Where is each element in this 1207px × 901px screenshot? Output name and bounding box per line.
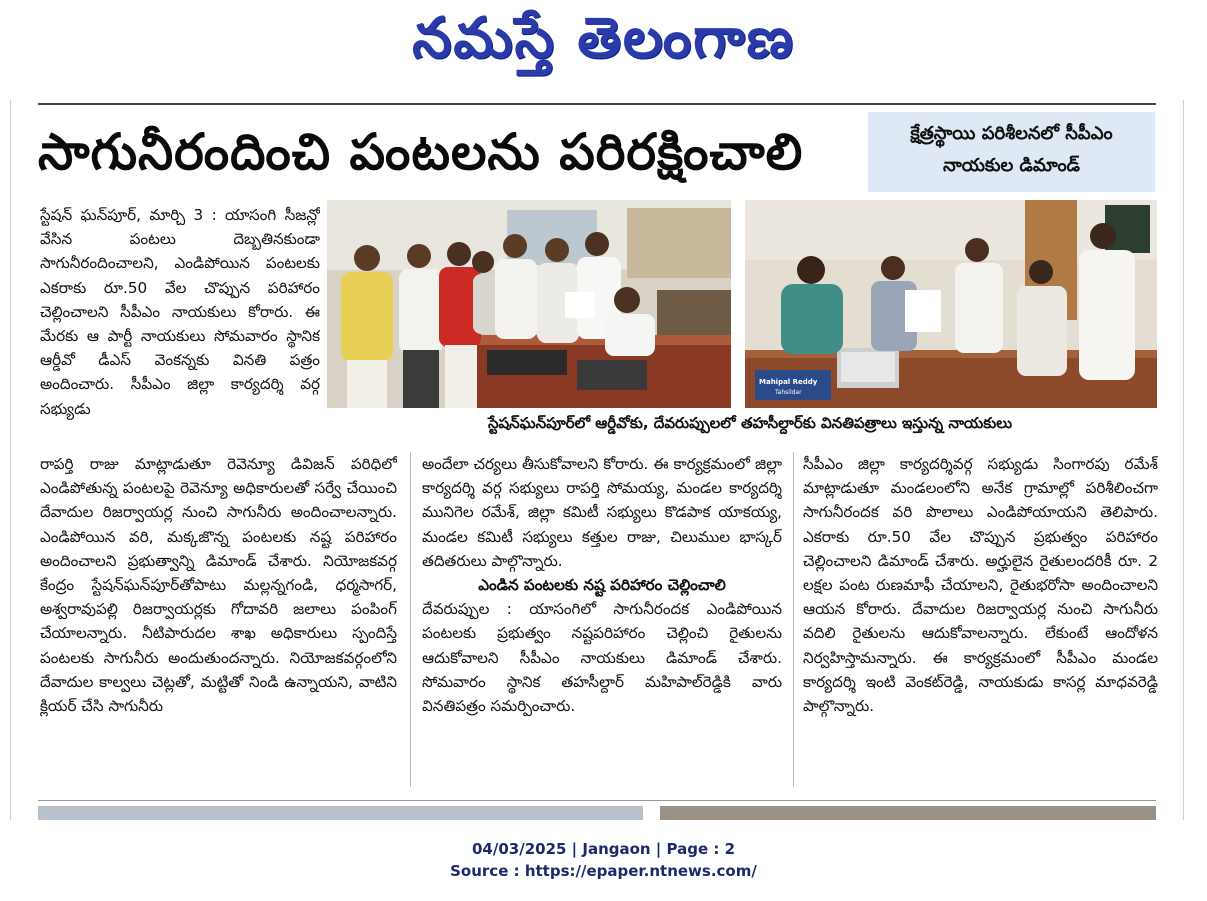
photo-caption: స్టేషన్‌ఘన్‌పూర్‌లో ఆర్డీవోకు, దేవరుప్పులలో తహసీల్దార్‌కు వినతిపత్రాలు ఇస్తున్న నాయకులు [487,414,1013,432]
next-article-image-strip [38,806,643,820]
article-column-4 [803,452,1158,787]
column-divider [793,452,794,787]
article-column-3 [422,452,782,787]
article-text-4: సీపీఎం జిల్లా కార్యదర్శివర్గ సభ్యుడు సింగారపు రమేశ్ మాట్లాడుతూ మండలంలోని అనేక గ్రామాల్లో పరిశీలించగా సాగునీరందక వరి పొలాలు ఎండిపోయాయని తెలిపారు. ఎకరాకు రూ.50 వేల చొప్పున ప్రభుత్వం పరిహారం చెల్లించాలని డిమాండ్ చేశారు. అర్హులైన రైతులందరికీ రూ. 2 లక్షల పంట రుణమాఫీ చేయాలని, రైతుభరోసా అందించాలని ఆయన కోరారు. దేవాదుల రిజర్వాయర్ల నుంచి సాగునీరు వదిలి రైతులను ఆదుకోవాలన్నారు. లేకుంటే ఆందోళన నిర్వహిస్తామన్నారు. ఈ కార్యక్రమంలో సీపీఎం మండల కార్యదర్శి ఇంటి వెంకట్‌రెడ్డి, నాయకుడు కాసర్ల మాధవరెడ్డి పాల్గొన్నారు. [803,455,1158,716]
top-rule [38,103,1156,105]
next-article-image-strip [660,806,1156,820]
photo-rdo-meeting-image [327,200,731,408]
subhead-box [868,112,1155,192]
article-column-2 [40,452,397,787]
svg-text:Tahsildar: Tahsildar [775,389,802,396]
subhead-line-1: క్షేత్రస్థాయి పరిశీలనలో సీపీఎం [910,123,1113,144]
masthead [0,0,1207,78]
subhead-line-2: నాయకుల డిమాండ్ [943,155,1080,176]
footer-date-page: 04/03/2025 | Jangaon | Page : 2 [471,840,736,858]
nameplate-text: Mahipal Reddy [759,378,818,386]
photo-tahsildar-meeting-image [745,200,1157,408]
column-divider [410,452,411,787]
article-text-2: రాపర్తి రాజు మాట్లాడుతూ రెవెన్యూ డివిజన్ పరిధిలో ఎండిపోతున్న పంటలపై రెవెన్యూ అధికారులతో సర్వే చేయించి దేవాదుల రిజర్వాయర్ల నుంచి సాగునీరు అందించాలన్నారు. ఎండిపోయిన వరి, మక్కజొన్న పంటలకు నష్ట పరిహారం అందించాలని ప్రభుత్వాన్ని డిమాండ్ చేశారు. నియోజకవర్గ కేంద్రం స్టేషన్‌ఘన్‌పూర్‌తోపాటు మల్లన్నగండి, ధర్మసాగర్, అశ్వరావుపల్లి రిజర్వాయర్లకు గోదావరి జలాలు పంపింగ్ చేయాలన్నారు. నీటిపారుదల శాఖ అధికారులు స్పందిస్తే పంటలకు సాగునీరు అందుతుందన్నారు. నియోజకవర్గంలోని దేవాదుల కాల్వలు చెట్లతో, మట్టితో నిండి ఉన్నాయని, వాటిని క్లియర్ చేసి సాగునీరు [40,455,397,716]
newspaper-logo: నమస్తే తెలంగాణ [412,6,795,71]
photo-tahsildar-meeting [745,200,1157,408]
page-border-left [10,100,11,820]
column-subheading: ఎండిన పంటలకు నష్ట పరిహారం చెల్లించాలి [478,576,726,595]
bottom-rule [38,800,1156,801]
article-text-3: అందేలా చర్యలు తీసుకోవాలని కోరారు. ఈ కార్యక్రమంలో జిల్లా కార్యదర్శి వర్గ సభ్యులు రాపర్తి సోమయ్య, మండల కార్యదర్శి మునిగెల రమేశ్, జిల్లా కమిటీ సభ్యులు కొడపాక యాకయ్య, మండల కమిటీ సభ్యులు కత్తుల రాజు, చిలుముల భాస్కర్ తదితరులు పాల్గొన్నారు. [422,455,782,570]
photo-rdo-meeting [327,200,731,408]
article-column-1 [40,203,320,443]
article-text-3b: దేవరుప్పుల : యాసంగిలో సాగునీరందక ఎండిపోయిన పంటలకు ప్రభుత్వం నష్టపరిహారం చెల్లించి రైతులను ఆదుకోవాలని సీపీఎం నాయకులు డిమాండ్ చేశారు. సోమవారం స్థానిక తహసీల్దార్ మహిపాల్‌రెడ్డికి వారు వినతిపత్రం సమర్పించారు. [422,600,782,716]
footer-source: Source : https://epaper.ntnews.com/ [450,862,757,880]
article-headline: సాగునీరందించి పంటలను పరిరక్షించాలి [38,123,804,181]
page-border-right [1183,100,1184,820]
article-text-1: స్టేషన్ ఘన్‌పూర్, మార్చి 3 : యాసంగి సీజన్లో వేసిన పంటలు దెబ్బతినకుండా సాగునీరందించాలని, ఎండిపోయిన పంటలకు ఎకరాకు రూ.50 వేల చొప్పున పరిహారం చెల్లించాలని సీపీఎం నాయకులు కోరారు. ఈ మేరకు ఆ పార్టీ నాయకులు సోమవారం స్థానిక ఆర్డీవో డీఎస్ వెంకన్నకు వినతి పత్రం అందించారు. సీపీఎం జిల్లా కార్యదర్శి వర్గ సభ్యుడు [40,206,320,418]
